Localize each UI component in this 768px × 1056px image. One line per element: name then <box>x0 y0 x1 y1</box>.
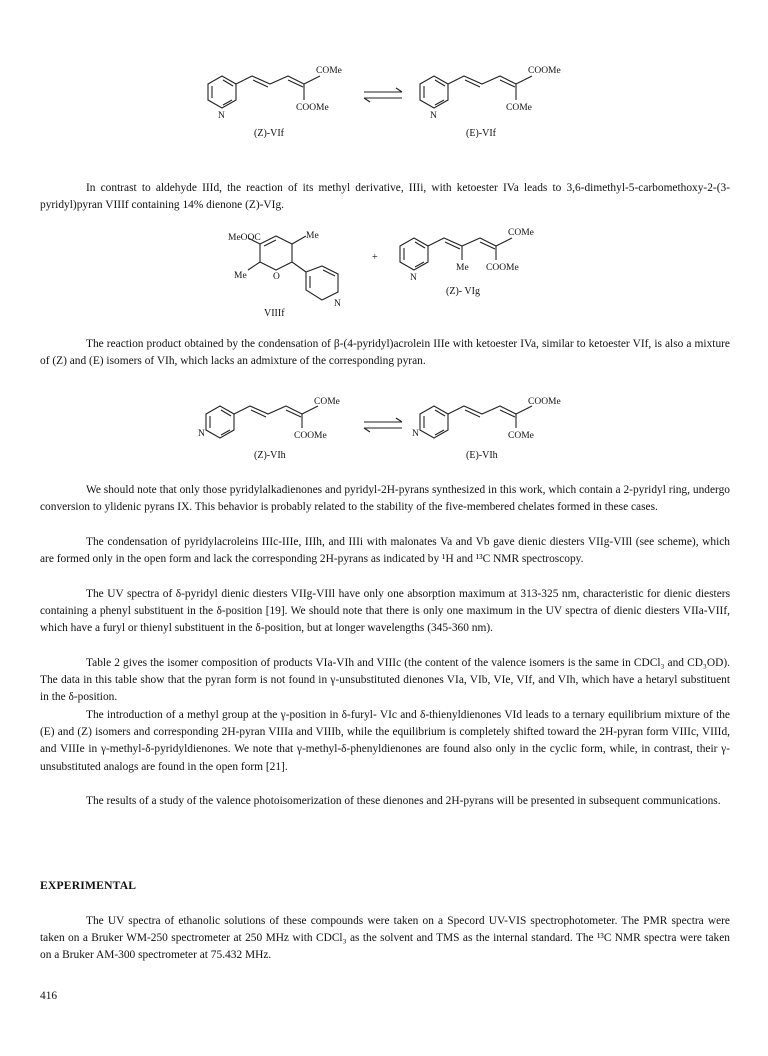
paragraph-ylidenic-pyrans: We should note that only those pyridylalkadienones and pyridyl-2H-pyrans synthesized in this work, which contain a 2-pyridyl ring, undergo conversion to ylidenic pyrans IX. This behavior is probably related to the stability of the five-membered chelates formed in these cases. <box>40 484 730 514</box>
paragraph-vih-condensation: The reaction product obtained by the condensation of β-(4-pyridyl)acrolein IIIe with ketoester IVa, similar to ketoester VIf, is also a mixture of (Z) and (E) isomers of VIh, which lacks an admixture of the corresponding pyran. <box>40 338 730 368</box>
plus-sign: + <box>372 252 378 263</box>
page-number: 416 <box>40 990 58 1002</box>
pyridine-ring <box>306 266 338 300</box>
n-label: N <box>412 429 419 439</box>
dienone-ester: COOMe <box>486 263 519 273</box>
pyridine-ring-dienone <box>400 238 428 270</box>
paragraph-malonate-condensation: The condensation of pyridylacroleins IIIc-IIIe, IIIh, and IIIi with malonates Va and Vb gave dienic diesters VIIg-VIIl (see scheme), which are formed only in the open form and lack the corresponding 2H-pyrans as indicated by ¹H and ¹³C NMR spectroscopy. <box>40 536 730 566</box>
substituent-bottom: COMe <box>506 103 532 113</box>
paragraph-uv-spectra: The UV spectra of δ-pyridyl dienic diesters VIIg-VIIl have only one absorption maximum at 313-325 nm, characteristic for dienic diesters containing a phenyl substituent in the δ-position [19]. We should note that there is only one maximum in the UV spectra of dienic diesters VIIa-VIIf, which have a furyl or thienyl substituent in the δ-position, but at longer wavelengths (345-360 nm). <box>40 588 730 635</box>
pyridine-ring-right <box>420 76 448 108</box>
pyran-methyl-bottom: Me <box>234 271 247 281</box>
n-label: N <box>218 111 225 121</box>
n-label: N <box>334 299 341 309</box>
paragraph-isomer-composition: Table 2 gives the isomer composition of products VIa-VIh and VIIIc (the content of the valence isomers is the same in CDCl₃ and CD₃OD). The data in this table show that the pyran form is not found in γ-unsubstituted dienones VIa, VIb, VIe, VIf, and VIh, which have a hetaryl substituent in the δ-position. <box>40 657 730 704</box>
paragraph-pyran-formation: In contrast to aldehyde IIId, the reaction of its methyl derivative, IIIi, with ketoester IVa leads to 3,6-dimethyl-5-carbomethoxy-2-(3-pyridyl)pyran VIIIf containing 14% dienone (Z)-VIg. <box>40 182 730 212</box>
compound-caption-left: (Z)-VIh <box>254 450 286 461</box>
section-heading-experimental: EXPERIMENTAL <box>40 879 137 892</box>
scheme-vif-isomers <box>0 58 768 138</box>
substituent-bottom: COOMe <box>294 431 327 441</box>
pyran-ring <box>260 236 292 270</box>
substituent-top: COOMe <box>528 66 561 76</box>
compound-caption-right: (E)-VIf <box>466 128 496 138</box>
substituent-top: COOMe <box>528 397 561 407</box>
compound-caption-pyran: VIIIf <box>264 308 285 319</box>
substituent-bottom: COOMe <box>296 103 329 113</box>
equilibrium-arrows <box>364 88 402 102</box>
substituent-bottom: COMe <box>508 431 534 441</box>
substituent-top: COMe <box>316 66 342 76</box>
dienone-substituent-top: COMe <box>508 228 534 238</box>
paragraph-experimental: The UV spectra of ethanolic solutions of these compounds were taken on a Specord UV-VIS spectrophotometer. The PMR spectra were taken on a Bruker WM-250 spectrometer at 250 MHz with CDCl₃ as the solvent and TMS as the internal standard. The ¹³C NMR spectra were taken on a Bruker AM-300 spectrometer at 75.432 MHz. <box>40 915 730 962</box>
scheme-viiif-vig <box>0 222 768 322</box>
scheme-vih-isomers <box>0 392 768 468</box>
n-label: N <box>410 273 417 283</box>
pyridine-ring-right <box>420 406 448 438</box>
pyridine-ring-left <box>206 406 234 438</box>
pyran-methyl-top: Me <box>306 231 319 241</box>
dienone-methyl: Me <box>456 263 469 273</box>
compound-caption-dienone: (Z)- VIg <box>446 286 480 297</box>
n-label: N <box>198 429 205 439</box>
pyridine-ring-left <box>208 76 236 108</box>
substituent-top: COMe <box>314 397 340 407</box>
paragraph-methyl-introduction: The introduction of a methyl group at the γ-position in δ-furyl- VIc and δ-thienyldienones VId leads to a ternary equilibrium mixture of the (E) and (Z) isomers and corresponding 2H-pyran VIIIa and VIIIb, while the equilibrium is completely shifted toward the 2H-pyran form VIIIc, VIIId, and VIIIe in γ-methyl-δ-pyridyldienones. We note that γ-methyl-δ-phenyldienones are found also only in the cyclic form, while, in contrast, their γ-unsubstituted analogs are found in the open form [21]. <box>40 709 730 773</box>
ring-oxygen: O <box>273 272 280 282</box>
pyran-ester: MeOOC <box>228 233 261 243</box>
compound-caption-right: (E)-VIh <box>466 450 498 461</box>
paragraph-conclusion: The results of a study of the valence photoisomerization of these dienones and 2H-pyrans will be presented in subsequent communications. <box>86 795 721 807</box>
n-label: N <box>430 111 437 121</box>
compound-caption-left: (Z)-VIf <box>254 128 284 138</box>
equilibrium-arrows <box>364 418 402 432</box>
